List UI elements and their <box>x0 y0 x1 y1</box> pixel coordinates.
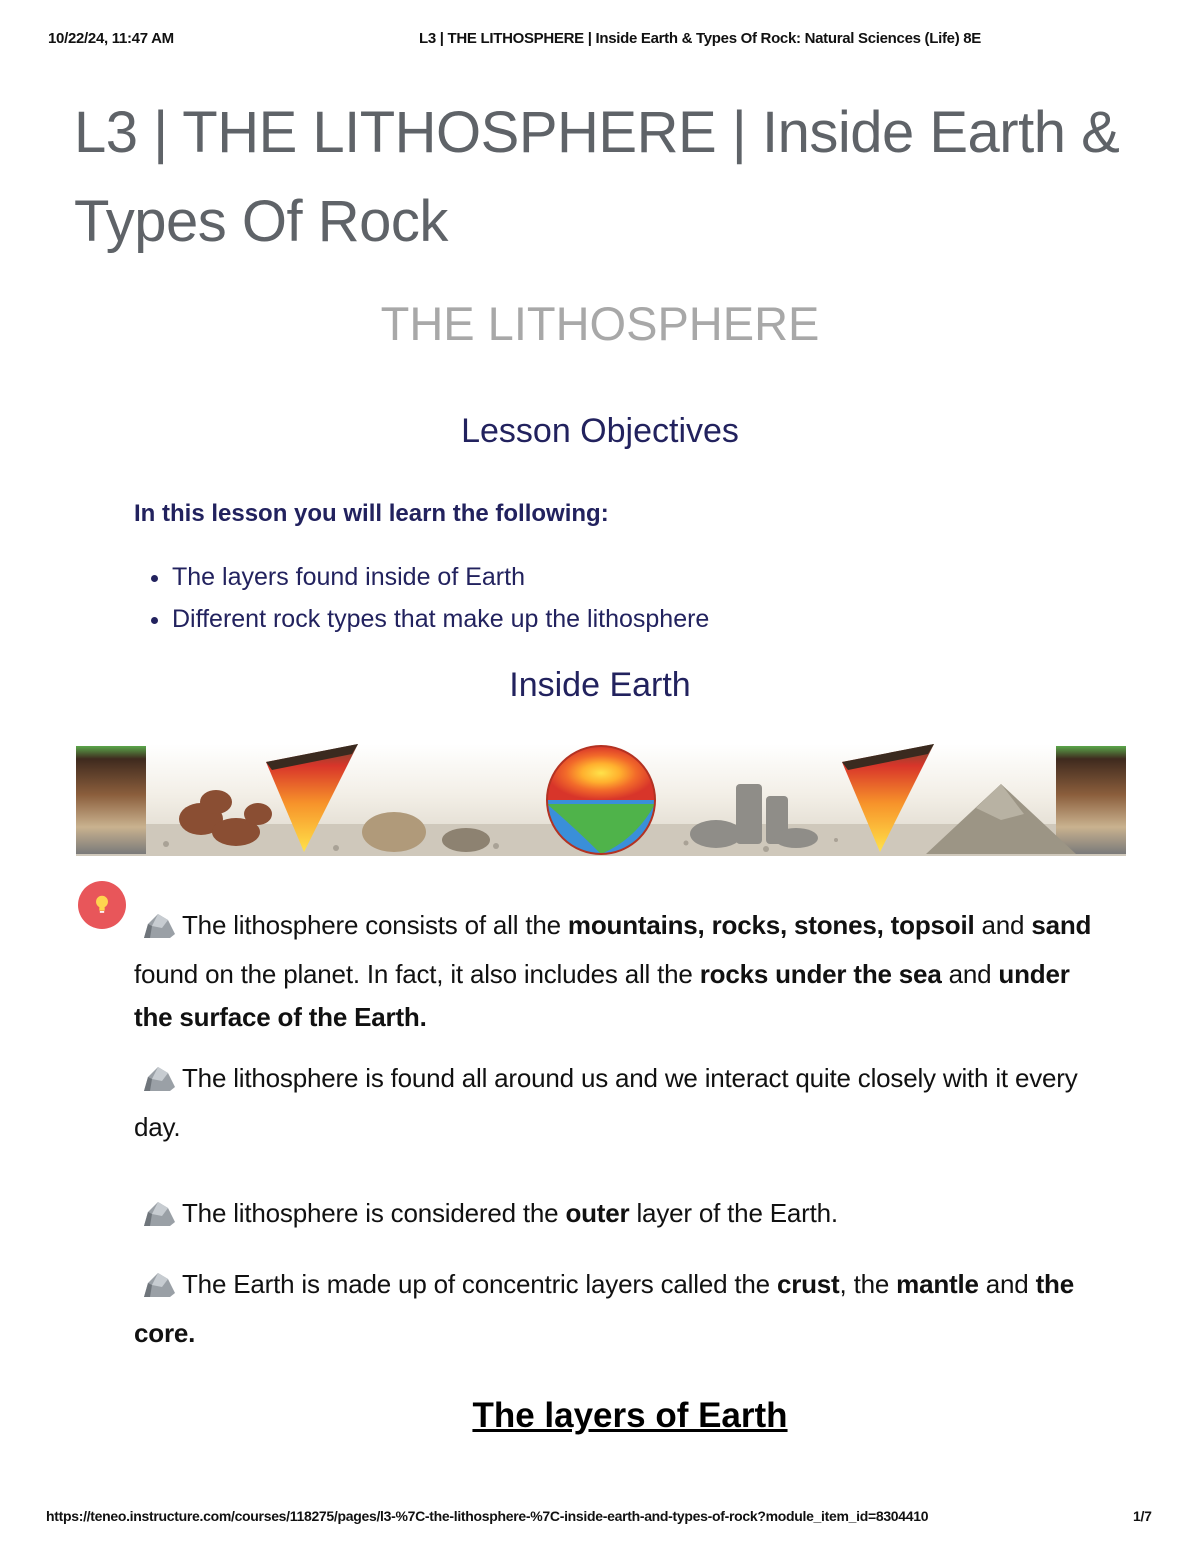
rock-icon <box>140 1198 178 1241</box>
banner-illustration <box>76 744 1126 856</box>
paragraph-outer-layer: The lithosphere is considered the outer layer of the Earth. <box>134 1192 1114 1241</box>
paragraph-lithosphere-around-us: The lithosphere is found all around us and we interact quite closely with it every day. <box>134 1063 1078 1142</box>
paragraph-concentric-layers: The Earth is made up of concentric layers called the crust, the mantle and the core. <box>134 1269 1074 1348</box>
list-item: • The layers found inside of Earth <box>172 556 709 598</box>
page-title: L3 | THE LITHOSPHERE | Inside Earth & Types Of Rock <box>74 100 1120 254</box>
objectives-intro: In this lesson you will learn the following: <box>134 500 609 527</box>
inside-earth-heading: Inside Earth <box>509 666 691 704</box>
lightbulb-icon <box>78 881 126 929</box>
paragraph-lithosphere-definition: The lithosphere consists of all the mountains, rocks, stones, topsoil and sand found on the planet. In fact, it also includes all the rocks under the sea and under the surface of the Earth. <box>134 910 1092 1032</box>
rock-icon <box>140 910 178 953</box>
print-datetime: 10/22/24, 11:47 AM <box>48 30 174 47</box>
lithosphere-banner-image <box>76 744 1126 856</box>
print-page-title: L3 | THE LITHOSPHERE | Inside Earth & Types Of Rock: Natural Sciences (Life) 8E <box>418 30 982 47</box>
list-item: • Different rock types that make up the lithosphere <box>172 598 709 640</box>
section-heading: THE LITHOSPHERE <box>380 297 820 350</box>
rock-icon <box>140 1269 178 1312</box>
print-url: https://teneo.instructure.com/courses/118275/pages/l3-%7C-the-lithosphere-%7C-inside-earth-and-types-of-rock?module_item_id=8304410 <box>46 1508 929 1524</box>
objectives-list <box>136 556 709 640</box>
objectives-heading: Lesson Objectives <box>461 412 739 450</box>
page-number: 1/7 <box>1133 1508 1152 1524</box>
rock-icon <box>140 1063 178 1106</box>
layers-of-earth-heading: The layers of Earth <box>472 1396 788 1435</box>
